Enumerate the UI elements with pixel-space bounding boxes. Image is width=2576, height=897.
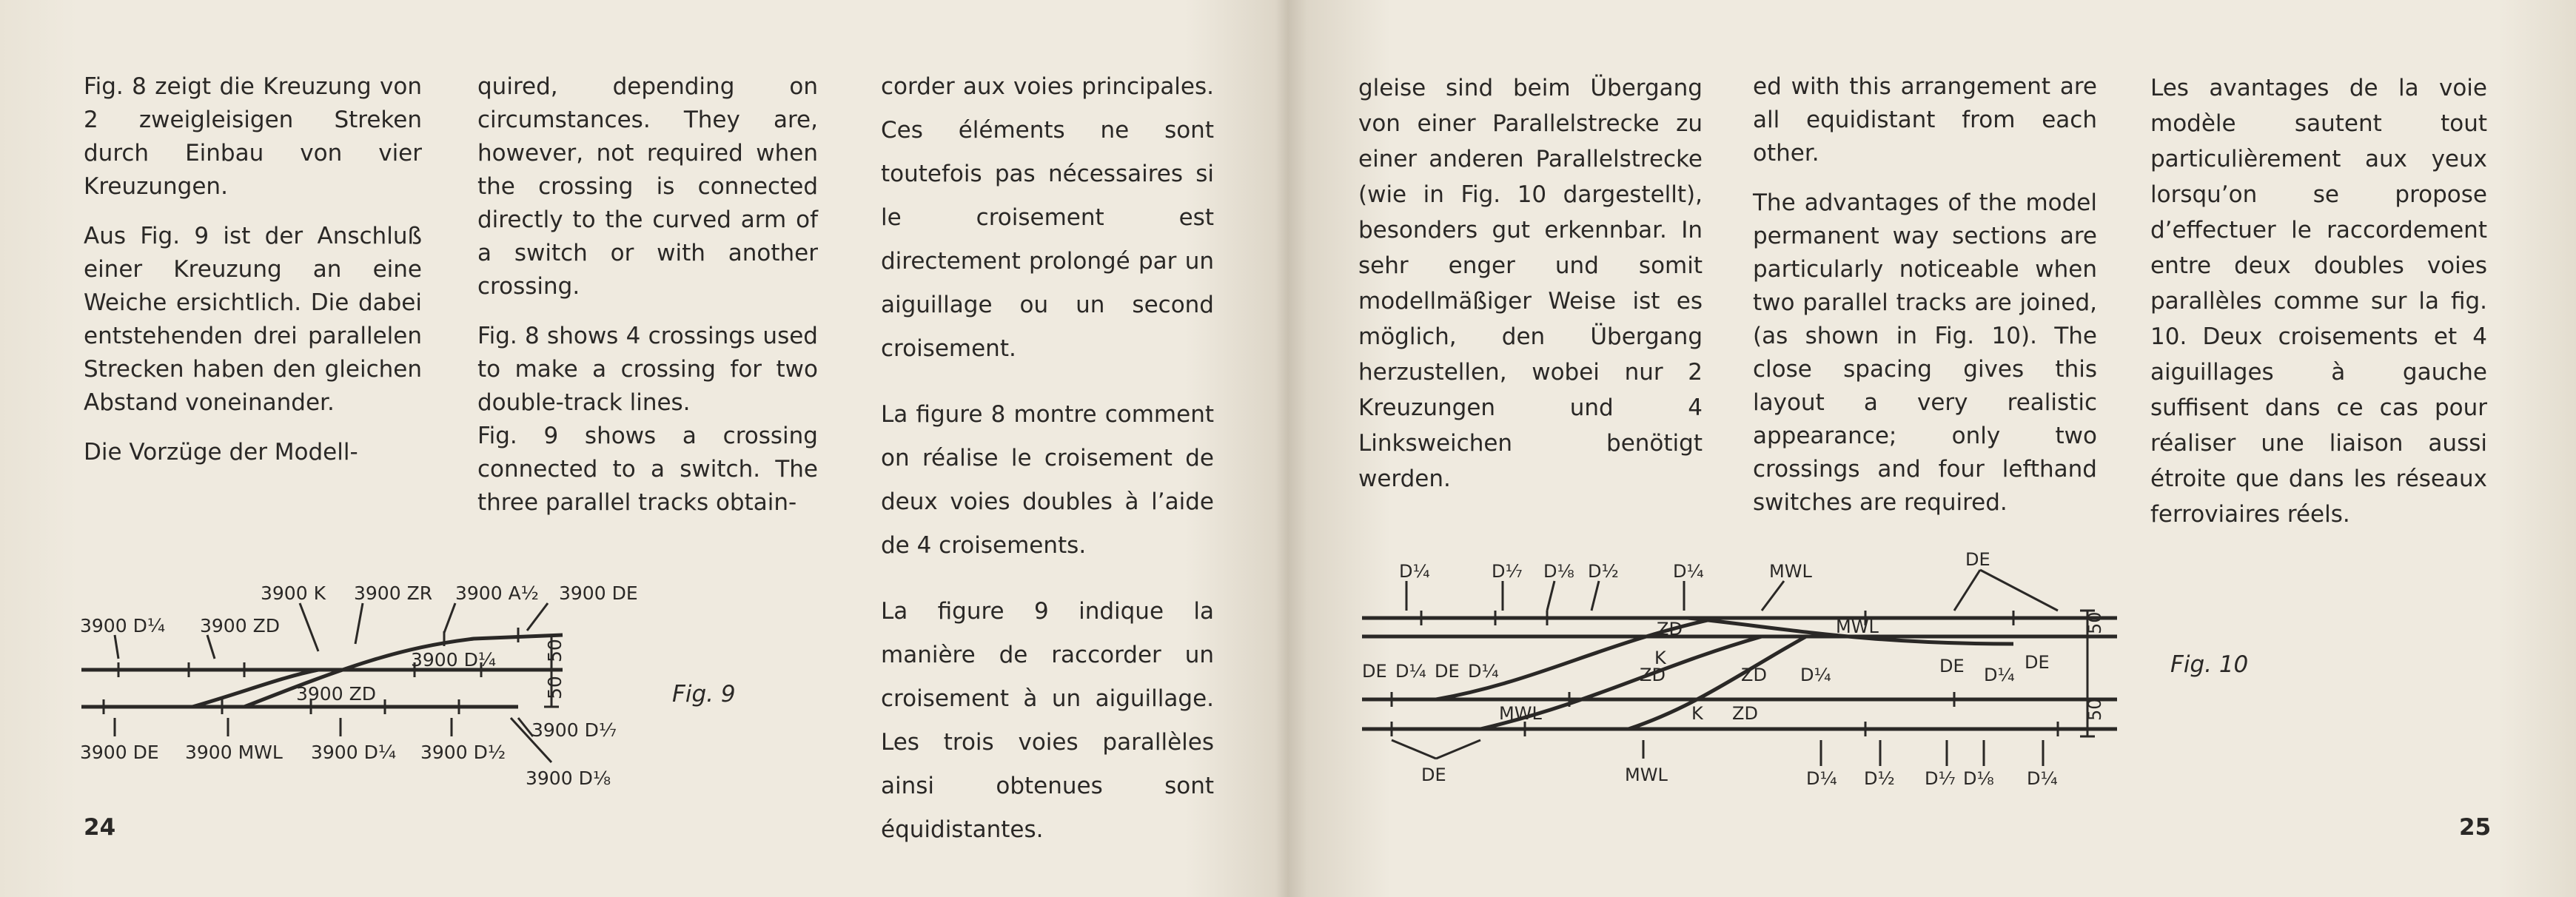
- page-number-right: 25: [2459, 814, 2492, 841]
- fig10-label: DE: [2025, 652, 2050, 673]
- fig9-label: 3900 ZD: [296, 683, 376, 705]
- english-paragraph: Fig. 9 shows a crossing connected to a switch. The three parallel tracks obtain-: [477, 423, 818, 516]
- fig9-dimension: 50: [544, 676, 566, 699]
- fig10-label: ZD: [1732, 703, 1758, 724]
- fig10-label: ZD: [1640, 665, 1666, 685]
- french-paragraph: Les avantages de la voie modèle sautent tout particulièrement aux yeux lorsqu’on se propose d’effectuer le raccordement entre deux doubles voies parallèles comme sur la fig. 10. Deux croisements et 4 aiguillages à gauche suffisent dans ce cas pour réaliser une liaison aussi étroite que dans les réseaux ferroviaires réels.: [2150, 75, 2487, 528]
- french-paragraph: corder aux voies principales. Ces éléments ne sont toutefois pas nécessaires si le croisement est directement prolongé par un aiguillage ou un second croisement.: [881, 73, 1214, 362]
- fig9-label: 3900 DE: [80, 742, 159, 763]
- fig10-label: D⅛: [1963, 768, 1994, 789]
- fig9-label: 3900 ZD: [200, 615, 280, 636]
- fig10-label: D¼: [2027, 768, 2058, 789]
- fig10-label: D⅛: [1543, 561, 1574, 582]
- right-page: [1288, 0, 2576, 897]
- fig10-label: D¼: [1399, 561, 1430, 582]
- fig9-label: 3900 MWL: [185, 742, 283, 763]
- english-paragraph: quired, depending on circumstances. They are, however, not required when the crossing is connected directly to the curved arm of a switch or with another crossing.: [477, 73, 818, 300]
- french-column: [881, 65, 1214, 874]
- fig10-label: D¼: [1984, 665, 2015, 685]
- english-paragraph: Fig. 8 shows 4 crossings used to make a crossing for two double-track lines.: [477, 323, 818, 416]
- fig10-dimension: 50: [2084, 611, 2105, 634]
- fig10-label: ZD: [1741, 665, 1767, 685]
- fig10-label: DE: [1939, 656, 1965, 676]
- fig10-label: D¼: [1673, 561, 1704, 582]
- fig10-label: D¼: [1395, 661, 1426, 682]
- fig10-label: D⅐: [1925, 768, 1956, 789]
- german-paragraph: Fig. 8 zeigt die Kreuzung von 2 zweigleisigen Streken durch Einbau von vier Kreuzungen.: [84, 73, 422, 200]
- fig10-dimension: 50: [2084, 698, 2105, 721]
- fig10-label: MWL: [1769, 561, 1812, 582]
- english-column: [1753, 70, 2097, 536]
- german-column: [1358, 70, 1703, 513]
- fig9-label: 3900 D⅛: [526, 767, 611, 789]
- fig10-caption: Fig. 10: [2170, 651, 2249, 678]
- fig10-label: D½: [1588, 561, 1619, 582]
- fig9-dimension: 50: [544, 639, 566, 662]
- french-paragraph: La figure 9 indique la manière de raccorder un croisement à un aiguillage. Les trois voies parallèles ainsi obtenues sont équidistantes.: [881, 598, 1214, 843]
- fig10-label: K: [1691, 703, 1703, 724]
- fig10-label: D¼: [1806, 768, 1837, 789]
- english-paragraph: The advantages of the model permanent way sections are particularly noticeable when two parallel tracks are joined, (as shown in Fig. 10). The close spacing gives this layout a very realistic appearance; only two crossings and four lefthand switches are required.: [1753, 189, 2097, 516]
- fig10-track-diagram: [1347, 548, 2147, 799]
- fig9-label: 3900 D½: [420, 742, 506, 763]
- fig9-label: 3900 D¼: [411, 649, 497, 671]
- french-paragraph: La figure 8 montre comment on réalise le croisement de deux voies doubles à l’aide de 4 croisements.: [881, 401, 1214, 559]
- fig9-label: 3900 D⅐: [531, 719, 617, 741]
- fig10-label: DE: [1421, 765, 1446, 785]
- french-column: [2150, 70, 2487, 548]
- fig9-caption: Fig. 9: [672, 681, 736, 708]
- fig10-label: MWL: [1836, 617, 1879, 637]
- german-paragraph: gleise sind beim Übergang von einer Parallelstrecke zu einer anderen Parallelstrecke (wie in Fig. 10 dargestellt), besonders gut erkennbar. In sehr enger und somit modellmäßiger Weise ist es möglich, den Übergang herzustellen, wobei nur 2 Kreuzungen und 4 Linksweichen benötigt werden.: [1358, 75, 1703, 492]
- fig10-label: DE: [1362, 661, 1387, 682]
- fig10-label: D¼: [1800, 665, 1831, 685]
- fig10-label: K: [1654, 648, 1666, 668]
- german-paragraph: Aus Fig. 9 ist der Anschluß einer Kreuzung an eine Weiche ersichtlich. Die dabei entstehenden drei parallelen Strecken haben den gleichen Abstand voneinander.: [84, 223, 422, 416]
- german-paragraph: Die Vorzüge der Modell-: [84, 439, 358, 466]
- fig9-track-diagram: [0, 570, 666, 814]
- german-column: [84, 70, 422, 486]
- fig10-label: MWL: [1499, 703, 1542, 724]
- fig10-label: MWL: [1625, 765, 1668, 785]
- fig10-label: D½: [1864, 768, 1895, 789]
- page-number-left: 24: [84, 814, 116, 841]
- fig9-label: 3900 D¼: [311, 742, 397, 763]
- fig9-label: 3900 K: [261, 582, 326, 604]
- fig10-label: DE: [1965, 549, 1990, 570]
- fig9-label: 3900 D¼: [80, 615, 166, 636]
- english-paragraph: ed with this arrangement are all equidistant from each other.: [1753, 73, 2097, 167]
- fig9-label: 3900 A½: [455, 582, 539, 604]
- english-column: [477, 70, 818, 536]
- fig10-label: D¼: [1468, 661, 1499, 682]
- fig9-label: 3900 DE: [559, 582, 638, 604]
- fig10-label: ZD: [1657, 619, 1683, 639]
- fig10-label: D⅐: [1492, 561, 1523, 582]
- fig10-label: DE: [1435, 661, 1460, 682]
- fig9-label: 3900 ZR: [354, 582, 433, 604]
